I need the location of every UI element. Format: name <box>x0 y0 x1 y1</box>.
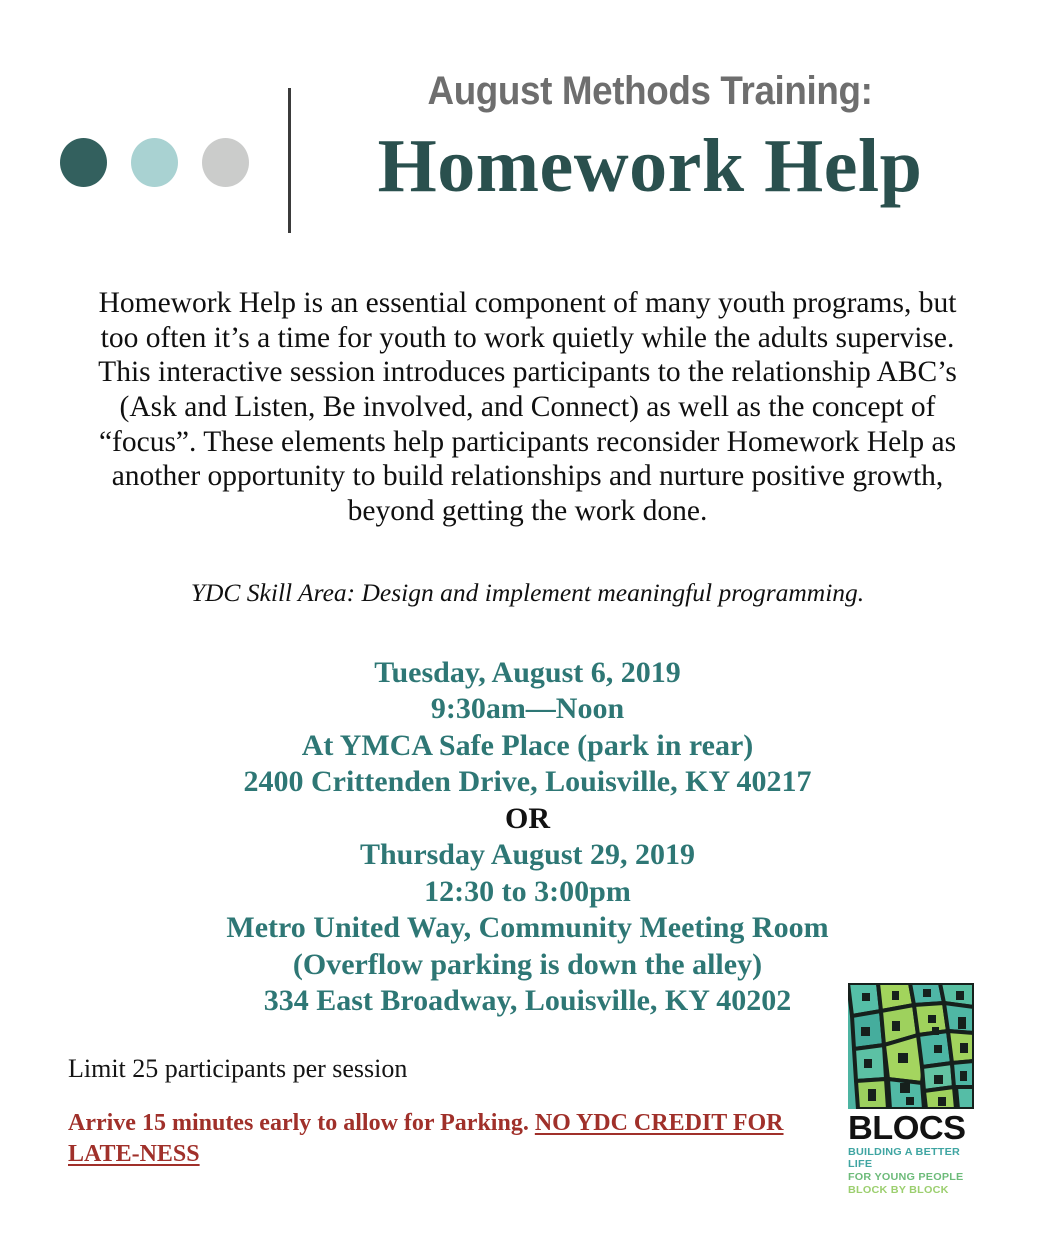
title-block <box>300 70 1000 207</box>
session-one-line: Tuesday, August 6, 2019 <box>374 656 681 689</box>
lateness-warning <box>68 1108 843 1169</box>
blocs-tagline-line-2: FOR YOUNG PEOPLE <box>848 1171 964 1184</box>
session-two-line: Metro United Way, Community Meeting Room <box>226 911 829 945</box>
intro-paragraph: Homework Help is an essential component of many youth programs, but too often it’s a time for youth to work quietly while the adults supervise. This interactive session introduces participants to the relationship ABC’s (Ask and Listen, Be involved, and Connect) as well as the concept of “focus”. These elements help participants reconsider Homework Help as another opportunity to build relationships and nurture positive growth, beyond getting the work done. <box>98 287 957 527</box>
blocs-tagline-line-1: BUILDING A BETTER LIFE <box>848 1145 961 1171</box>
session-separator: OR <box>505 801 550 835</box>
session-two-line: 12:30 to 3:00pm <box>424 874 631 908</box>
dot-dark-teal-icon <box>60 138 107 187</box>
blocs-wordmark: BLOCS <box>848 1109 966 1146</box>
warning-underlined-text: NO YDC CREDIT FOR LATE-NESS <box>68 1110 784 1167</box>
dot-gray-icon <box>202 138 249 187</box>
session-one-line: 2400 Crittenden Drive, Louisville, KY 40217 <box>243 765 812 799</box>
page-title: Homework Help <box>377 124 923 209</box>
session-one-line: 9:30am—Noon <box>430 692 625 726</box>
flyer-header <box>0 70 1054 240</box>
dot-light-teal-icon <box>131 138 178 187</box>
decorative-dots <box>60 138 249 187</box>
session-two-line: 334 East Broadway, Louisville, KY 40202 <box>263 983 792 1017</box>
session-two-line: Thursday August 29, 2019 <box>359 838 696 872</box>
ydc-skill-area-note: YDC Skill Area: Design and implement meaningful programming. <box>190 578 865 607</box>
blocs-tagline-line-3: BLOCK BY BLOCK <box>848 1184 949 1197</box>
blocs-mosaic-icon <box>848 983 974 1109</box>
participant-limit-note: Limit 25 participants per session <box>68 1054 408 1083</box>
session-one-line: At YMCA Safe Place (park in rear) <box>301 728 754 762</box>
session-details <box>85 655 970 1019</box>
blocs-tagline <box>848 1146 980 1197</box>
blocs-logo <box>848 983 976 1197</box>
warning-plain-text: Arrive 15 minutes early to allow for Parking. <box>68 1110 535 1136</box>
session-two-line: (Overflow parking is down the alley) <box>292 947 763 981</box>
kicker-text: August Methods Training: <box>427 69 873 113</box>
header-vertical-divider <box>288 88 291 233</box>
